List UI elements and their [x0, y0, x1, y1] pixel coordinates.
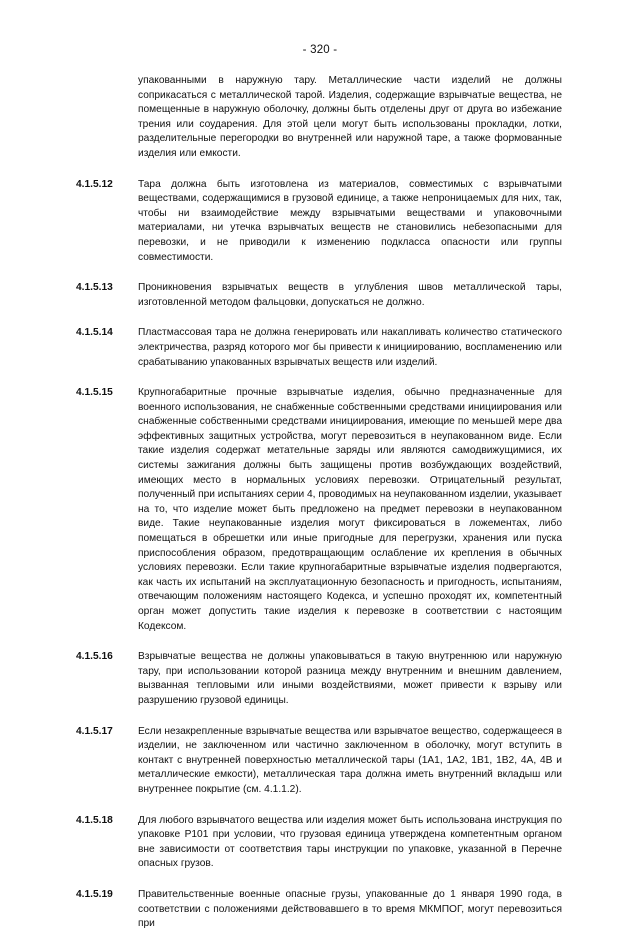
section-number: 4.1.5.14: [76, 327, 113, 339]
document-body: [76, 74, 562, 948]
section-number: 4.1.5.15: [76, 387, 113, 399]
section-text: Проникновения взрывчатых веществ в углубления швов металлической тары, изготовленной методом фальцовки, допускаться не должно.: [138, 282, 562, 308]
section-4-1-5-16: [76, 650, 562, 708]
section-4-1-5-13: [76, 281, 562, 310]
section-4-1-5-19: [76, 888, 562, 932]
section-number: 4.1.5.12: [76, 178, 113, 190]
section-text: Правительственные военные опасные грузы, упакованные до 1 января 1990 года, в соответствии с положениями действовавшего в то время МКМПОГ, могут перевозиться при: [138, 888, 562, 930]
section-4-1-5-14: [76, 326, 562, 370]
section-text: Крупногабаритные прочные взрывчатые изделия, обычно предназначенные для военного использования, не снабженные собственными средствами инициирования или снабженные собственными средствами инициирования, имеющие по меньшей мере два эффективных защитных устройства, могут перевозиться в неупакованном виде. Если такие изделия содержат метательные заряды или являются самодвижущимися, их системы зажигания должны быть защищены против возбуждающих воздействий, имеющих место в нормальных условиях перевозки. Отрицательный результат, полученный при испытаниях серии 4, проводимых на неупакованном изделии, указывает на то, что изделие может быть предложено на предмет перевозки в неупакованном виде. Такие неупакованные изделия могут фиксироваться в ложементах, либо помещаться в обрешетки или иные пригодные для перегрузки, хранения или пуска приспособления образом, предотвращающим ослабление их крепления в обычных условиях перевозки. Если такие крупногабаритные взрывчатые изделия подвергаются, как часть их испытаний на эксплуатационную безопасность и пригодность, испытаниям, отвечающим положениям настоящего Кодекса, и успешно проходят их, компетентный орган может допустить такие изделия к перевозке в соответствии с настоящим Кодексом.: [138, 387, 563, 632]
section-text: Для любого взрывчатого вещества или изделия может быть использована инструкция по упаковке P101 при условии, что грузовая единица утверждена компетентным органом вне зависимости от соответствия тары инструкции по упаковке, указанной в Перечне опасных грузов.: [138, 814, 562, 870]
section-4-1-5-18: [76, 814, 562, 872]
intro-paragraph: упакованными в наружную тару. Металлические части изделий не должны соприкасаться с металлической тарой. Изделия, содержащие взрывчатые вещества, не помещенные в наружную оболочку, должны быть отделены друг от друга во избежание трения или соударения. Для этой цели могут быть использованы прокладки, лотки, разделительные перегородки во внутренней или наружной таре, а также формованные изделия или емкости.: [138, 75, 562, 159]
section-text: Взрывчатые вещества не должны упаковываться в такую внутреннюю или наружную тару, при использовании которой разница между внутренним и внешним давлением, вызванная тепловыми или иными воздействиями, может привести к взрыву или разрушению грузовой единицы.: [138, 651, 562, 706]
section-number: 4.1.5.13: [76, 282, 113, 294]
section-text: Пластмассовая тара не должна генерировать или накапливать количество статического электричества, разряд которого мог бы привести к инициированию, воспламенению или срабатыванию упакованных взрывчатых веществ или изделий.: [138, 327, 562, 368]
section-4-1-5-12: [76, 178, 562, 266]
section-text: Тара должна быть изготовлена из материалов, совместимых с взрывчатыми веществами, содержащимися в грузовой единице, а также непроницаемых для них, так, чтобы ни взаимодействие между взрывчатыми веществами и упаковочными материалами, ни утечка взрывчатых веществ не становились небезопасными для перевозки, и не приводили к изменению подкласса опасности или группы совместимости.: [138, 178, 562, 263]
section-text: Если незакрепленные взрывчатые вещества или взрывчатое вещество, содержащееся в изделии, не заключенном или частично заключенном в оболочку, могут вступить в контакт с внутренней поверхностью металлической тары (1A1, 1A2, 1B1, 1B2, 4A, 4B и металлические емкости), металлическая тара должна иметь внутренний вкладыш или внутреннее покрытие (см. 4.1.1.2).: [138, 725, 562, 795]
section-number: 4.1.5.16: [76, 651, 113, 663]
section-number: 4.1.5.17: [76, 725, 113, 737]
section-number: 4.1.5.18: [76, 814, 113, 826]
section-number: 4.1.5.19: [76, 888, 113, 900]
page-number: - 320 -: [302, 44, 338, 56]
section-4-1-5-17: [76, 725, 562, 798]
section-4-1-5-15: [76, 386, 562, 634]
